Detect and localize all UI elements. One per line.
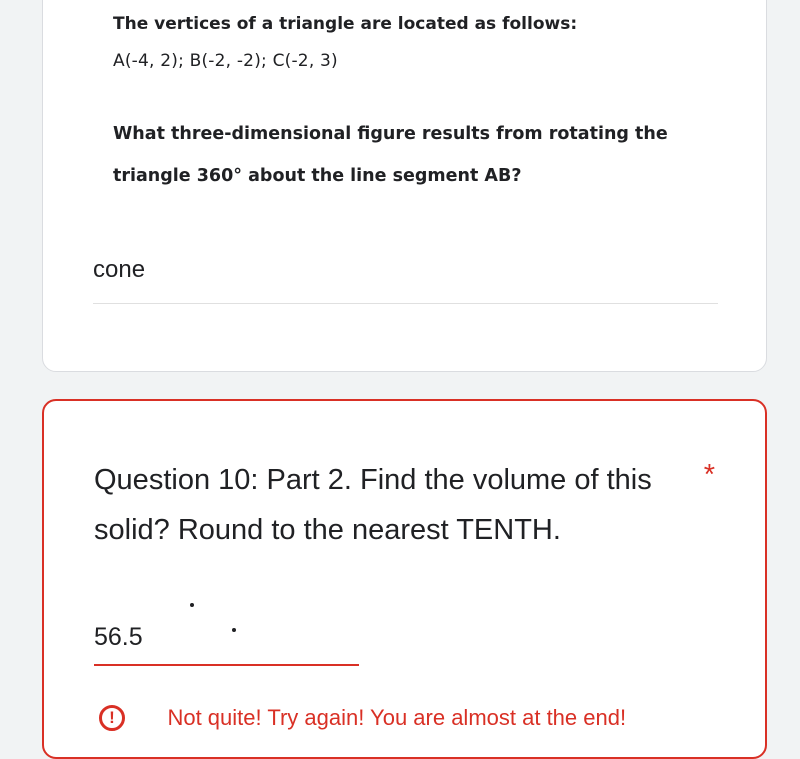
answer-underline-q10 [94, 664, 359, 666]
problem-coordinates: A(-4, 2); B(-2, -2); C(-2, 3) [113, 51, 338, 72]
answer-input-q10[interactable]: 56.5 [94, 623, 143, 651]
answer-underline-q9 [93, 303, 718, 304]
stray-dot [232, 628, 236, 632]
problem-question [113, 113, 713, 197]
question-card-10 [42, 399, 767, 759]
problem-question-line-1: What three-dimensional figure results from rotating the [113, 124, 668, 145]
problem-question-line-2: triangle 360° about the line segment AB? [113, 166, 522, 187]
stray-dot [190, 603, 194, 607]
error-icon: ! [99, 705, 125, 731]
error-message: Not quite! Try again! You are almost at the end! [167, 705, 627, 730]
question-title: Question 10: Part 2. Find the volume of this solid? Round to the nearest TENTH. [94, 464, 652, 546]
problem-line-vertices: The vertices of a triangle are located as follows: [113, 14, 578, 34]
required-asterisk: * [703, 459, 715, 491]
question-card-9 [42, 0, 767, 372]
validation-error [99, 705, 626, 731]
answer-input-q9[interactable]: cone [93, 256, 146, 283]
problem-image [113, 11, 713, 197]
